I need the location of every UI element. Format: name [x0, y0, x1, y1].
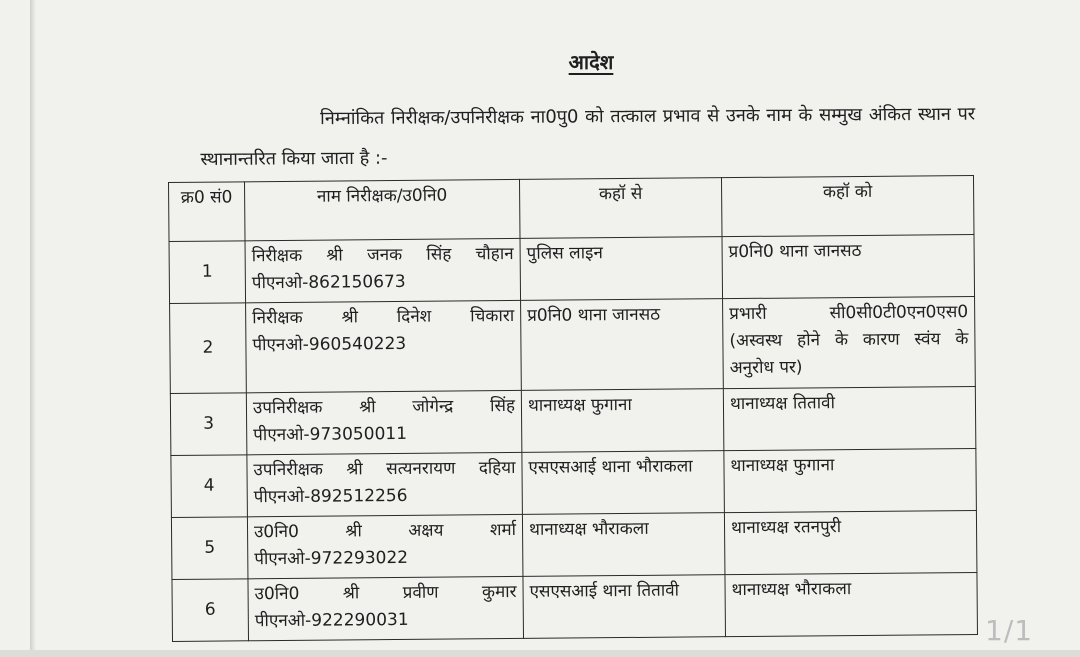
- officer-pno: पीएनओ-922290031: [254, 609, 409, 632]
- officer-pno: पीएनओ-892512256: [253, 486, 408, 508]
- cell-serial: 6: [172, 579, 249, 642]
- header-name: नाम निरीक्षक/उ0नि0: [245, 179, 521, 240]
- table-row: [172, 572, 978, 641]
- officer-name: निरीक्षक श्री जनक सिंह चौहान: [251, 243, 514, 267]
- cell-serial: 5: [171, 517, 248, 580]
- cell-from: थानाध्यक्ष फुगाना: [521, 389, 724, 453]
- cell-to: थानाध्यक्ष तितावी: [723, 387, 976, 451]
- cell-to: थानाध्यक्ष फुगाना: [724, 449, 977, 513]
- page-indicator: 1/1: [985, 614, 1034, 647]
- officer-name: उ0नि0 श्री अक्षय शर्मा: [253, 520, 517, 543]
- table-header-row: [169, 175, 974, 241]
- cell-from: थानाध्यक्ष भौराकला: [522, 513, 725, 577]
- cell-from: एसएसआई थाना तितावी: [523, 575, 726, 639]
- officer-pno: पीएनओ-960540223: [252, 333, 407, 356]
- cell-name: [247, 515, 523, 579]
- cell-to: थानाध्यक्ष भौराकला: [725, 572, 978, 636]
- officer-name: उपनिरीक्षक श्री जोगेन्द्र सिंह: [252, 396, 516, 419]
- officer-pno: पीएनओ-973050011: [253, 424, 408, 446]
- cell-name: [246, 300, 522, 393]
- header-to: कहॉ को: [721, 175, 974, 236]
- table-row: [170, 387, 976, 456]
- cell-serial: 3: [170, 393, 247, 456]
- cell-name: [248, 576, 524, 640]
- cell-serial: 1: [169, 241, 246, 304]
- table-row: [170, 296, 976, 393]
- intro-paragraph: निम्नांकित निरीक्षक/उपनिरीक्षक ना0पु0 को तत्काल प्रभाव से उनके नाम के सम्मुख अंकित स्थान पर स्थानान्तरित किया जाता है :-: [200, 103, 976, 170]
- header-serial: क्र0 सं0: [169, 182, 246, 242]
- cell-to: प्र0नि0 थाना जानसठ: [722, 234, 975, 298]
- officer-name: निरीक्षक श्री दिनेश चिकारा: [252, 305, 515, 329]
- officer-name: उ0नि0 श्री प्रवीण कुमार: [254, 582, 517, 605]
- page-edge-shadow: [30, 0, 36, 650]
- document-title: आदेश: [568, 50, 614, 74]
- cell-name: [245, 238, 521, 302]
- table-row: [171, 511, 977, 580]
- cell-from: प्र0नि0 थाना जानसठ: [521, 299, 724, 391]
- table-row: [169, 234, 975, 303]
- cell-from: एसएसआई थाना भौराकला: [522, 451, 725, 515]
- header-from: कहॉ से: [519, 178, 722, 239]
- cell-from: पुलिस लाइन: [520, 237, 723, 301]
- table-row: [171, 449, 977, 518]
- officer-name: उपनिरीक्षक श्री सत्यनरायण दहिया: [253, 458, 516, 481]
- officer-pno: पीएनओ-862150673: [251, 271, 406, 294]
- cell-serial: 2: [170, 303, 247, 394]
- viewer-bottom-strip: [0, 650, 1080, 657]
- cell-serial: 4: [171, 455, 248, 518]
- transfer-table: [168, 175, 978, 642]
- cell-name: [246, 391, 522, 455]
- cell-to: प्रभारी सी0सी0टी0एन0एस0 (अस्वस्थ होने के कारण स्वंय के अनुरोध पर): [723, 296, 976, 388]
- cell-name: [247, 453, 523, 517]
- officer-pno: पीएनओ-972293022: [254, 548, 409, 570]
- cell-to: थानाध्यक्ष रतनपुरी: [724, 511, 977, 575]
